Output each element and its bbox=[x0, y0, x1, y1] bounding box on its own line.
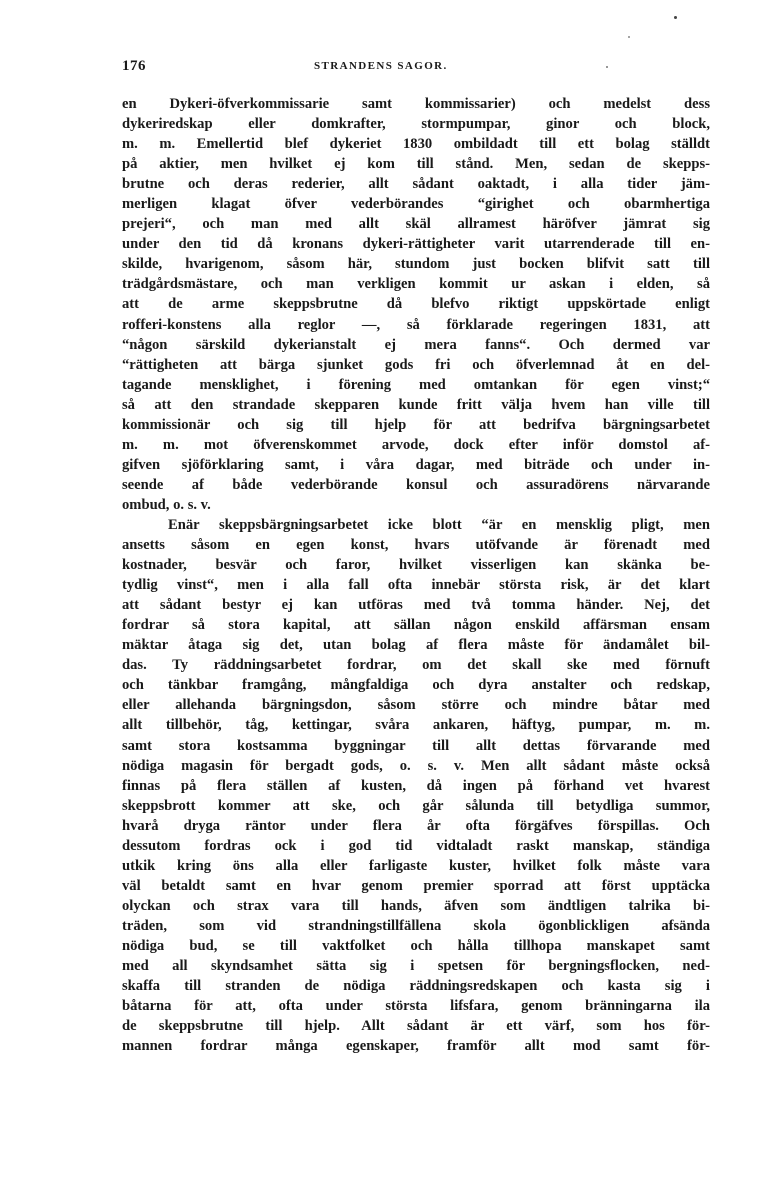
text-line: väl betaldt samt en hvar genom premier sporrad att först upptäcka bbox=[122, 877, 710, 894]
text-line: skilde, hvarigenom, såsom här, stundom just bocken blifvit satt till bbox=[122, 256, 710, 273]
text-line: das. Ty räddningsarbetet fordrar, om det skall ske med förnuft bbox=[122, 657, 710, 674]
text-line: så att den strandade skepparen kunde fritt välja hvem han ville till bbox=[122, 396, 710, 413]
text-line: brutne och deras rederier, allt sådant oaktadt, i alla tider jäm- bbox=[122, 176, 710, 193]
text-line: fordrar så stora kapital, att sällan någon enskild affärsman ensam bbox=[122, 617, 710, 634]
text-line: olyckan och strax vara till hands, äfven som ändtligen talrika bi- bbox=[122, 897, 710, 914]
text-line: skaffa till stranden de nödiga räddningsredskapen och kasta sig i bbox=[122, 978, 710, 995]
body-text bbox=[122, 94, 710, 1056]
text-line: kostnader, besvär och faror, hvilket visserligen kan skänka be- bbox=[122, 557, 710, 574]
text-line: kommissionär och sig till hjelp för att bedrifva bärgningsarbetet bbox=[122, 416, 710, 433]
text-line: dykeriredskap eller domkrafter, stormpumpar, ginor och block, bbox=[122, 116, 710, 133]
running-head: STRANDENS SAGOR. bbox=[314, 60, 448, 72]
text-line: finnas på flera ställen af kusten, då ingen på förhand vet hvarest bbox=[122, 777, 710, 794]
text-line: dessutom fordras ock i god tid vidtaladt raskt manskap, ständiga bbox=[122, 837, 710, 854]
text-line: att de arme skeppsbrutne då blefvo riktigt uppskörtade enligt bbox=[122, 296, 710, 313]
text-line: träden, som vid strandningstillfällena skola ögonblickligen afsända bbox=[122, 917, 710, 934]
text-line: merligen klagat öfver vederbörandes “girighet och obarmhertiga bbox=[122, 196, 710, 213]
text-line: båtarna för att, ofta under största lifsfara, genom bränningarna ila bbox=[122, 998, 710, 1015]
paragraph-end-line: ombud, o. s. v. bbox=[122, 496, 211, 513]
text-line: prejeri“, och man med allt skäl allramest häröfver jämrat sig bbox=[122, 216, 710, 233]
text-line: “rättigheten att bärga sjunket gods fri och öfverlemnad åt en del- bbox=[122, 356, 710, 373]
text-line: rofferi-konstens alla reglor —, så förklarade regeringen 1831, att bbox=[122, 316, 710, 333]
text-line: m. m. mot öfverenskommet arvode, dock efter inför domstol af- bbox=[122, 436, 710, 453]
text-line: skeppsbrott kommer att ske, och går sålunda till betydliga summor, bbox=[122, 797, 710, 814]
text-line: en Dykeri-öfverkommissarie samt kommissarier) och medelst dess bbox=[122, 96, 710, 112]
text-line: nödiga bud, se till vaktfolket och hålla tillhopa manskapet samt bbox=[122, 937, 710, 954]
text-line: hvarå dryga räntor under flera år ofta förgäfves förspillas. Och bbox=[122, 817, 710, 834]
paper-speck bbox=[674, 16, 677, 19]
text-line: mäktar åtaga sig det, utan bolag af flera måste för ändamålet bil- bbox=[122, 637, 710, 654]
paragraph-first-line: Enär skeppsbärgningsarbetet icke blott “är en mensklig pligt, men bbox=[168, 516, 710, 533]
page-header bbox=[122, 58, 710, 84]
text-line: tydlig vinst“, men i alla fall ofta innebär största risk, är det klart bbox=[122, 577, 710, 594]
book-page bbox=[122, 58, 710, 1056]
text-line: under den tid då kronans dykeri-rättigheter varit utarrenderade till en- bbox=[122, 236, 710, 253]
text-line: på aktier, men hvilket ej kom till stånd. Men, sedan de skepps- bbox=[122, 156, 710, 173]
text-line: ansetts såsom en egen konst, hvars utöfvande är förenadt med bbox=[122, 537, 710, 554]
text-line: mannen fordrar många egenskaper, framför allt mod samt för- bbox=[122, 1038, 710, 1055]
text-line: eller allehanda bärgningsdon, såsom större och mindre båtar med bbox=[122, 697, 710, 714]
text-line: seende af både vederbörande konsul och assuradörens närvarande bbox=[122, 476, 710, 493]
text-line: med all skyndsamhet sätta sig i spetsen för bergningsflocken, ned- bbox=[122, 958, 710, 975]
text-line: “någon särskild dykerianstalt ej mera fanns“. Och dermed var bbox=[122, 336, 710, 353]
paper-speck bbox=[628, 36, 630, 38]
text-line: att sådant bestyr ej kan utföras med två tomma händer. Nej, det bbox=[122, 597, 710, 614]
text-line: samt stora kostsamma byggningar till allt dettas förvarande med bbox=[122, 737, 710, 754]
page-number: 176 bbox=[122, 58, 146, 74]
text-line: tagande mensklighet, i förening med omtankan för egen vinst;“ bbox=[122, 376, 710, 393]
text-line: och tänkbar framgång, mångfaldiga och dyra anstalter och redskap, bbox=[122, 677, 710, 694]
text-line: trädgårdsmästare, och man verkligen kommit ur askan i elden, så bbox=[122, 276, 710, 293]
text-line: gifven sjöförklaring samt, i våra dagar, med biträde och under in- bbox=[122, 456, 710, 473]
text-line: m. m. Emellertid blef dykeriet 1830 ombildadt till ett bolag ställdt bbox=[122, 136, 710, 153]
text-line: nödiga magasin för bergadt gods, o. s. v. Men allt sådant måste också bbox=[122, 757, 710, 774]
text-line: allt tillbehör, tåg, kettingar, svåra ankaren, häftyg, pumpar, m. m. bbox=[122, 717, 710, 734]
text-line: de skeppsbrutne till hjelp. Allt sådant är ett värf, som hos för- bbox=[122, 1018, 710, 1035]
text-line: utkik kring öns alla eller farligaste kuster, hvilket folk måste vara bbox=[122, 857, 710, 874]
